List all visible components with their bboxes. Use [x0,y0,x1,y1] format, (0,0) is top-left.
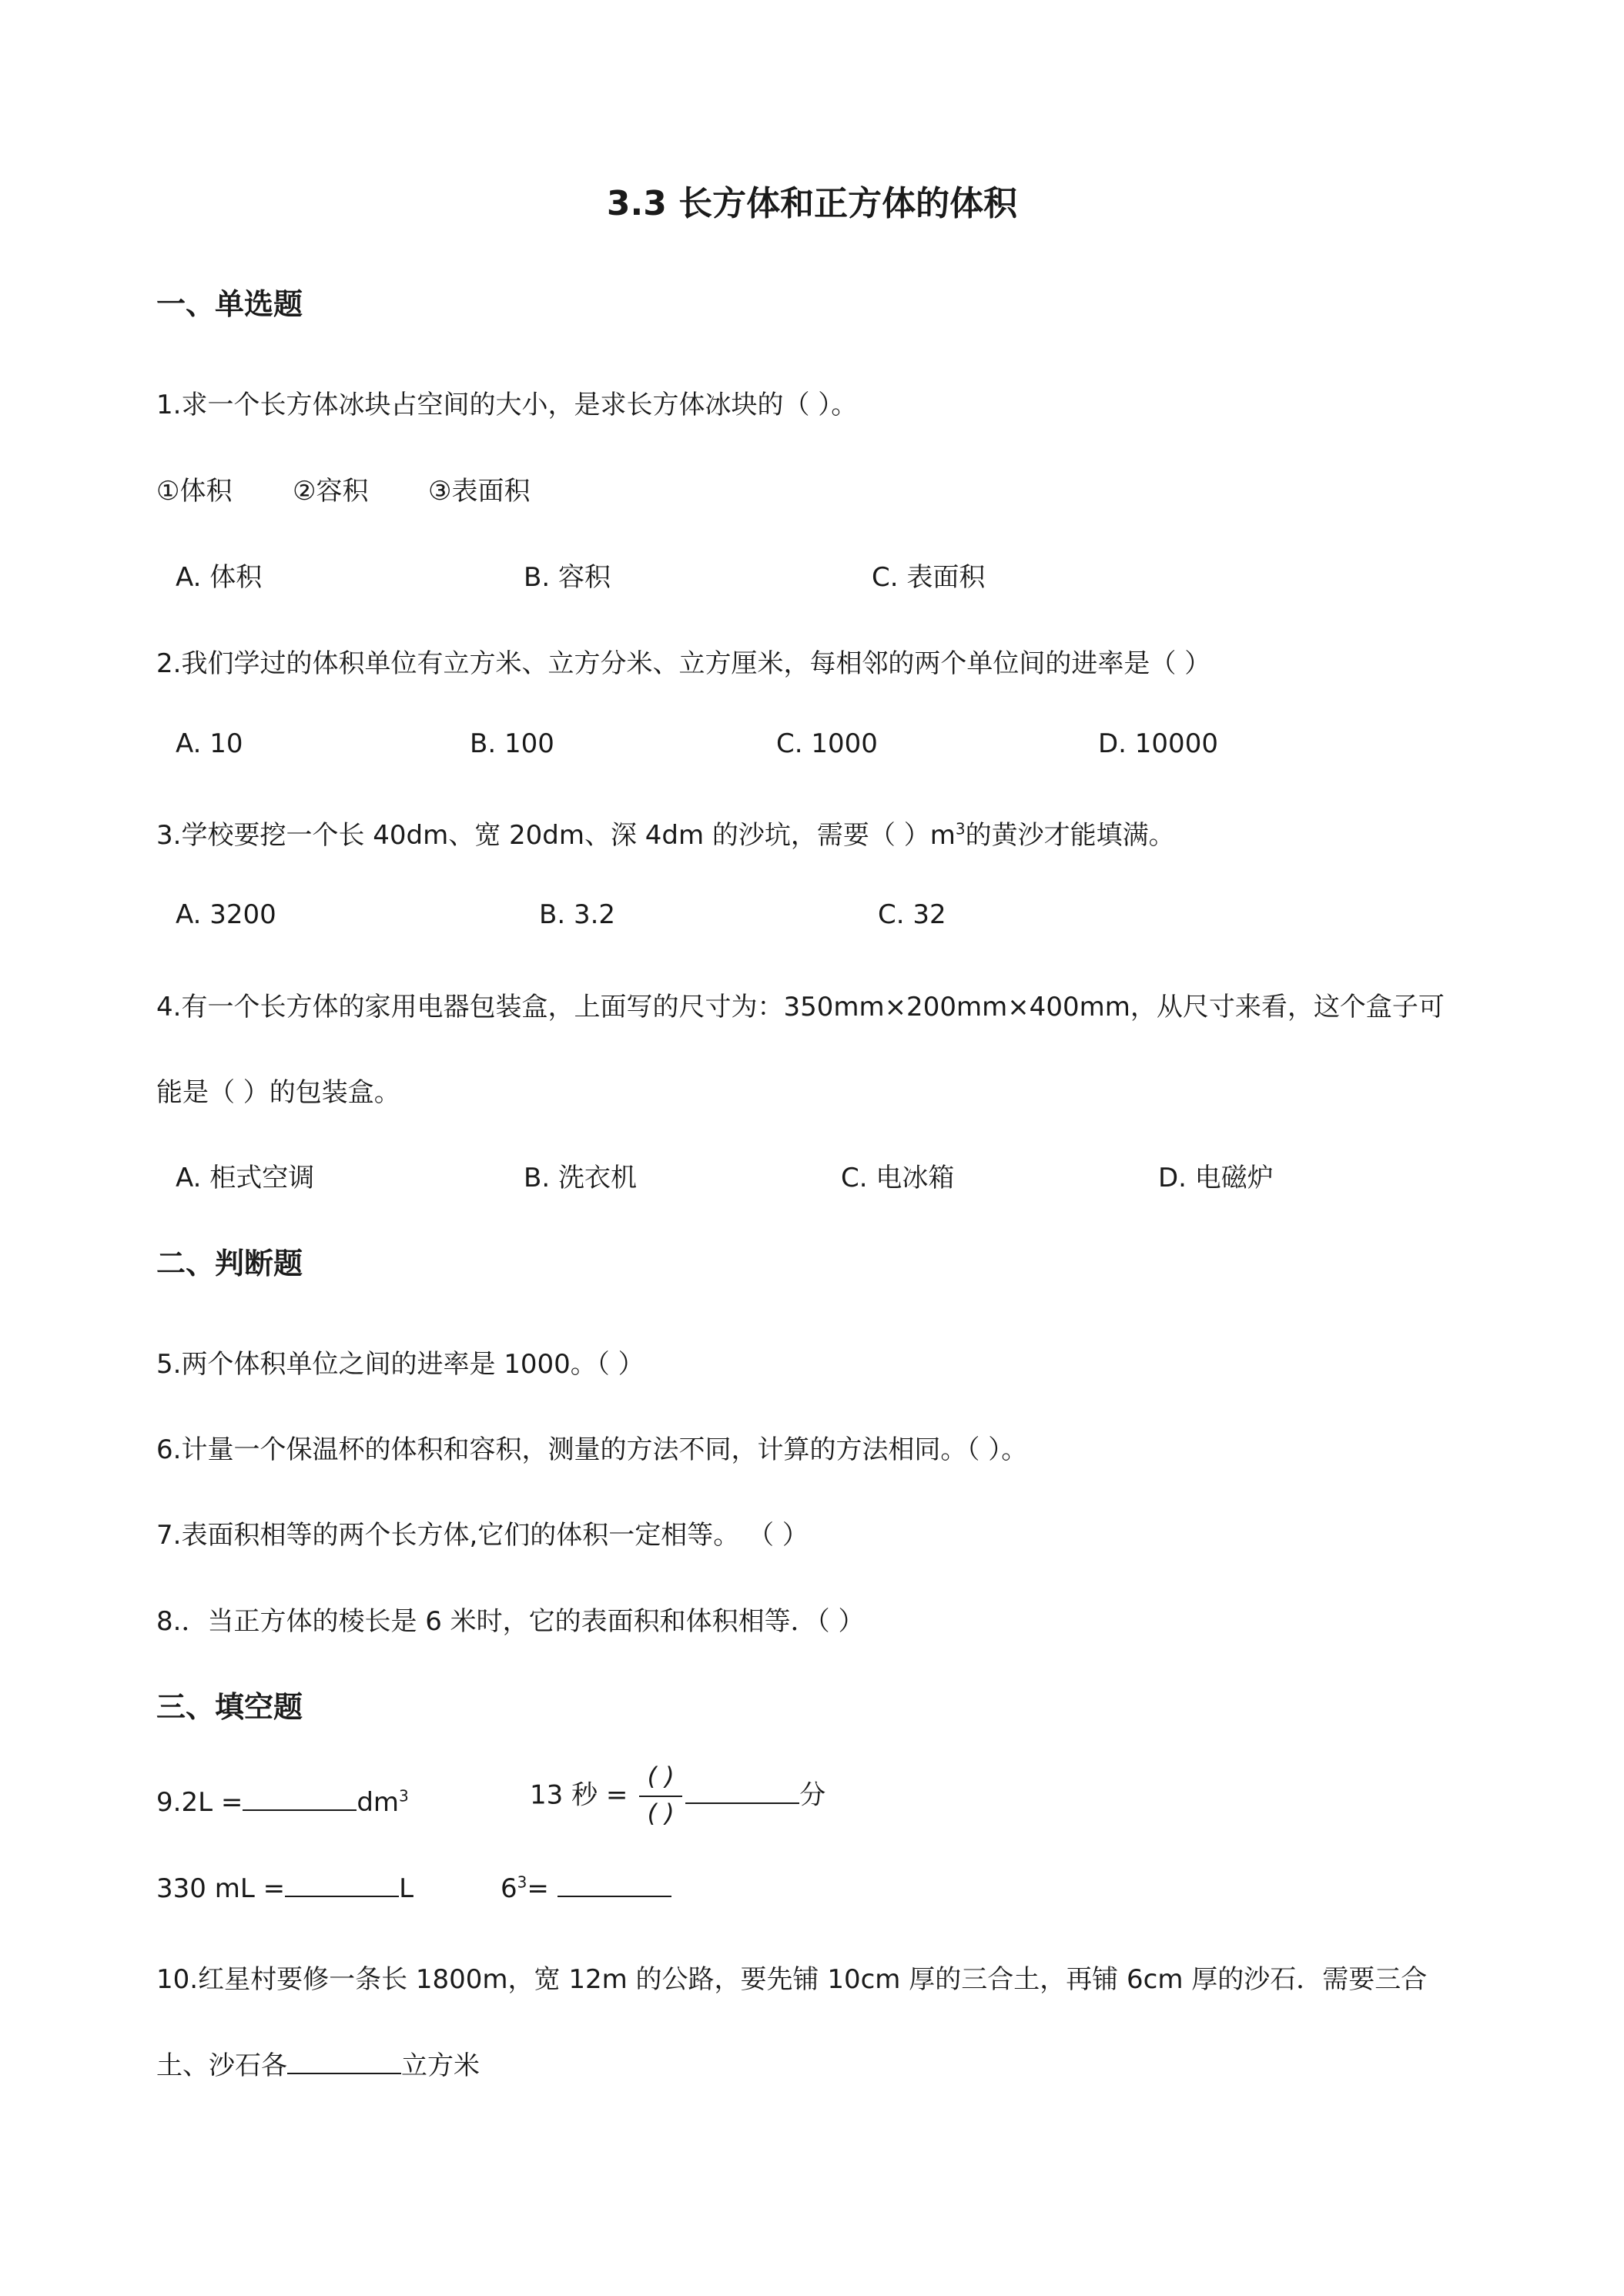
q4-option-a: A. 柜式空调 [176,1163,315,1193]
q2-option-d: D. 10000 [1098,728,1218,759]
question-8: 8.．当正方体的棱长是 6 米时，它的表面积和体积相等．（ ） [156,1606,865,1637]
section-heading-single-choice: 一、单选题 [156,287,303,321]
q1-option-c: C. 表面积 [872,562,986,593]
q9a-superscript: 3 [399,1786,409,1806]
q10-suffix: 立方米 [401,2050,480,2081]
q3-option-b: B. 3.2 [539,899,616,930]
q1-option-a: A. 体积 [176,562,263,593]
question-7: 7.表面积相等的两个长方体,它们的体积一定相等。 （ ） [156,1520,809,1551]
section-heading-fill-in: 三、填空题 [156,1690,303,1724]
question-3-text-a: 3.学校要挖一个长 40dm、宽 20dm、深 4dm 的沙坑，需要（ ）m [156,820,956,851]
q3-option-c: C. 32 [878,899,946,930]
q9d-base: 6 [501,1873,517,1904]
q9c-prefix: 330 mL = [156,1873,286,1904]
question-10-line-2 [156,2044,480,2082]
q3-option-a: A. 3200 [176,899,276,930]
q9a-unit: dm [357,1787,400,1818]
q10-prefix: 土、沙石各 [156,2050,287,2081]
question-2: 2.我们学过的体积单位有立方米、立方分米、立方厘米，每相邻的两个单位间的进率是（ ） [156,648,1211,679]
q9d-blank[interactable] [558,1873,671,1897]
question-1: 1.求一个长方体冰块占空间的大小，是求长方体冰块的（ ）。 [156,390,858,420]
q9b-unit: 分 [799,1779,826,1811]
question-9-part-b [530,1762,825,1831]
q9d-equals: = [527,1873,558,1904]
q9d-superscript: 3 [517,1873,527,1892]
question-3-superscript: 3 [955,819,966,838]
q4-option-d: D. 电磁炉 [1158,1163,1274,1193]
question-3 [156,814,1175,852]
question-4-line-1: 4.有一个长方体的家用电器包装盒，上面写的尺寸为：350mm×200mm×400mm，从尺寸来看，这个盒子可 [156,992,1445,1022]
fraction [636,1762,685,1831]
circled-option-3: ③表面积 [428,476,531,507]
q9b-blank[interactable] [685,1779,799,1804]
q4-option-c: C. 电冰箱 [841,1163,955,1193]
fraction-denominator: ( ) [647,1799,675,1828]
section-heading-true-false: 二、判断题 [156,1247,303,1280]
q9c-unit: L [399,1873,414,1904]
q4-option-b: B. 洗衣机 [524,1163,637,1193]
question-3-text-b: 的黄沙才能填满。 [965,820,1175,851]
question-5: 5.两个体积单位之间的进率是 1000。（ ） [156,1349,645,1380]
q2-option-b: B. 100 [470,728,554,759]
fraction-bar [639,1796,682,1797]
question-9-part-d [501,1873,671,1904]
q9b-prefix: 13 秒 = [530,1779,628,1811]
q2-option-c: C. 1000 [776,728,878,759]
fraction-numerator: ( ) [647,1762,675,1791]
q2-option-a: A. 10 [176,728,243,759]
q9a-prefix: 9.2L = [156,1787,243,1818]
question-9-part-a [156,1786,409,1818]
q9a-blank[interactable] [243,1786,357,1811]
circled-option-2: ②容积 [293,476,369,507]
q9c-blank[interactable] [285,1873,399,1897]
page-title: 3.3 长方体和正方体的体积 [606,184,1018,223]
question-10-line-1: 10.红星村要修一条长 1800m，宽 12m 的公路，要先铺 10cm 厚的三合土，再铺 6cm 厚的沙石．需要三合 [156,1964,1428,1995]
question-6: 6.计量一个保温杯的体积和容积，测量的方法不同，计算的方法相同。（ ）。 [156,1434,1028,1465]
question-4-line-2: 能是（ ）的包装盒。 [156,1077,400,1108]
q1-option-b: B. 容积 [524,562,611,593]
q10-blank[interactable] [287,2050,401,2074]
question-9-part-c [156,1873,414,1904]
circled-option-1: ①体积 [156,476,233,507]
